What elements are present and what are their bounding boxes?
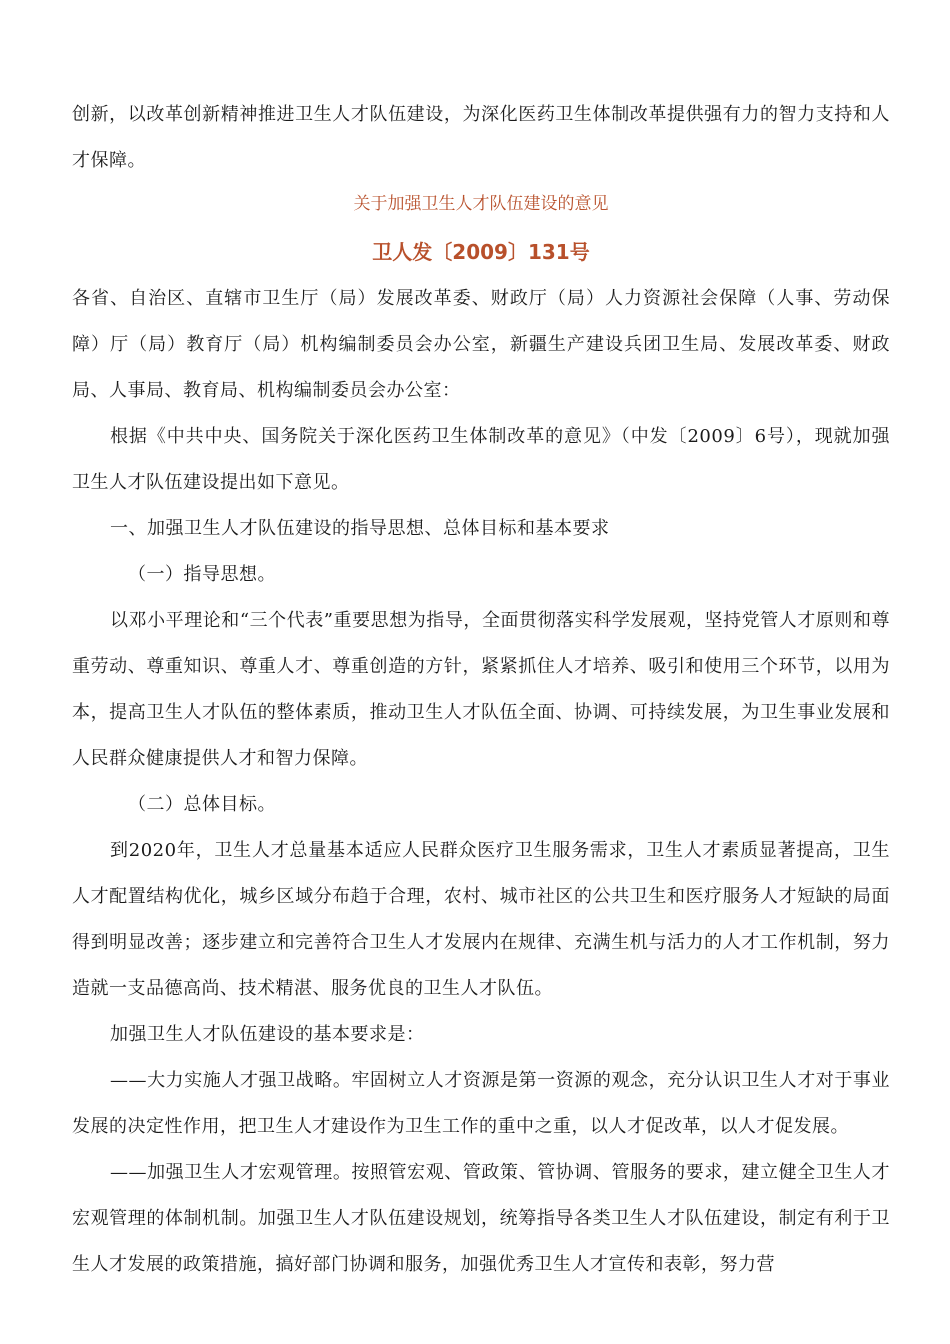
document-page [72,92,890,1288]
requirement-1-paragraph: ——大力实施人才强卫战略。牢固树立人才资源是第一资源的观念，充分认识卫生人才对于事业发展的决定性作用，把卫生人才建设作为卫生工作的重中之重，以人才促改革，以人才促发展。 [72,1070,890,1137]
requirement-2-paragraph: ——加强卫生人才宏观管理。按照管宏观、管政策、管协调、管服务的要求，建立健全卫生人才宏观管理的体制机制。加强卫生人才队伍建设规划，统筹指导各类卫生人才队伍建设，制定有利于卫生人才发展的政策措施，搞好部门协调和服务，加强优秀卫生人才宣传和表彰，努力营 [72,1162,890,1275]
subsection-1-body: 以邓小平理论和“三个代表”重要思想为指导，全面贯彻落实科学发展观，坚持党管人才原则和尊重劳动、尊重知识、尊重人才、尊重创造的方针，紧紧抓住人才培养、吸引和使用三个环节，以用为本，提高卫生人才队伍的整体素质，推动卫生人才队伍全面、协调、可持续发展，为卫生事业发展和人民群众健康提供人才和智力保障。 [72,610,890,769]
document-number: 卫人发〔2009〕131号 [372,240,590,264]
basic-requirements-intro: 加强卫生人才队伍建设的基本要求是： [110,1024,425,1045]
subsection-2-body: 到2020年，卫生人才总量基本适应人民群众医疗卫生服务需求，卫生人才素质显著提高，卫生人才配置结构优化，城乡区域分布趋于合理，农村、城市社区的公共卫生和医疗服务人才短缺的局面得到明显改善；逐步建立和完善符合卫生人才发展内在规律、充满生机与活力的人才工作机制，努力造就一支品德高尚、技术精湛、服务优良的卫生人才队伍。 [72,840,890,999]
subsection-2-heading: （二）总体目标。 [128,794,276,815]
subsection-1-heading: （一）指导思想。 [128,564,276,585]
intro-continuation-paragraph: 创新，以改革创新精神推进卫生人才队伍建设，为深化医药卫生体制改革提供强有力的智力支持和人才保障。 [72,104,890,171]
document-title: 关于加强卫生人才队伍建设的意见 [353,194,609,214]
addressees-paragraph: 各省、自治区、直辖市卫生厅（局）发展改革委、财政厅（局）人力资源社会保障（人事、劳动保障）厅（局）教育厅（局）机构编制委员会办公室，新疆生产建设兵团卫生局、发展改革委、财政局、人事局、教育局、机构编制委员会办公室： [72,288,890,401]
section-1-heading: 一、加强卫生人才队伍建设的指导思想、总体目标和基本要求 [110,518,610,539]
preamble-paragraph: 根据《中共中央、国务院关于深化医药卫生体制改革的意见》（中发〔2009〕6号），现就加强卫生人才队伍建设提出如下意见。 [72,426,890,493]
